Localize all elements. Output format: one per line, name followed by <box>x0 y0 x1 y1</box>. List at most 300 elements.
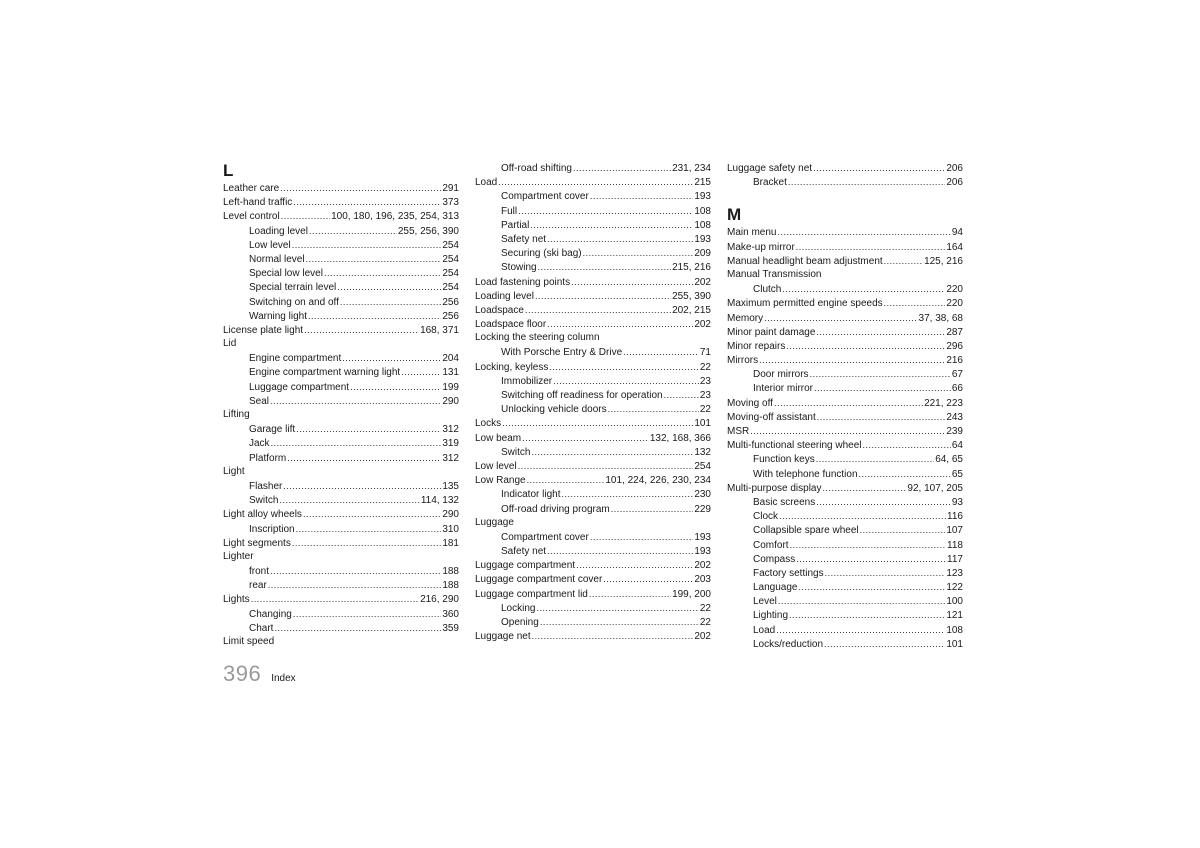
dot-leader <box>750 424 945 438</box>
dot-leader <box>281 209 330 223</box>
entry-page-ref: 199, 200 <box>672 588 711 600</box>
index-subentry <box>727 623 963 637</box>
dot-leader <box>547 544 693 558</box>
index-subentry <box>475 345 711 359</box>
dot-leader <box>547 232 693 246</box>
index-subentry <box>475 374 711 388</box>
entry-term: Limit speed <box>223 636 275 647</box>
entry-page-ref: 22 <box>699 404 711 416</box>
index-subentry <box>727 381 963 395</box>
entry-page-ref: 215, 216 <box>672 262 711 274</box>
index-subentry <box>727 282 963 296</box>
entry-page-ref: 206 <box>946 177 963 189</box>
index-entry <box>727 240 963 254</box>
index-subentry <box>727 552 963 566</box>
entry-page-ref: 23 <box>699 390 711 401</box>
entry-page-ref: 220 <box>946 284 963 296</box>
entry-page-ref: 319 <box>442 438 459 450</box>
index-entry <box>727 268 963 282</box>
entry-term: Load <box>475 177 498 189</box>
index-subentry <box>727 509 963 523</box>
entry-term: Switching off readiness for operation <box>501 390 663 401</box>
section-letter-heading: L <box>223 161 234 180</box>
index-entry <box>223 507 459 521</box>
index-entry <box>475 558 711 572</box>
dot-leader <box>540 615 699 629</box>
entry-page-ref: 290 <box>442 509 459 521</box>
entry-page-ref: 209 <box>694 248 711 260</box>
entry-page-ref: 206 <box>946 163 963 174</box>
entry-page-ref: 23 <box>699 375 711 387</box>
entry-page-ref: 231, 234 <box>672 163 711 174</box>
entry-page-ref: 108 <box>694 205 711 217</box>
dot-leader <box>863 438 951 452</box>
index-subentry <box>223 436 459 450</box>
index-subentry <box>475 502 711 516</box>
entry-term: Memory <box>727 312 764 324</box>
dot-leader <box>571 275 693 289</box>
dot-leader <box>799 580 946 594</box>
entry-term: Special low level <box>249 268 323 280</box>
entry-term: Loading level <box>475 290 534 302</box>
index-entry <box>475 459 711 473</box>
index-subentry <box>475 615 711 629</box>
dot-leader <box>778 594 945 608</box>
entry-page-ref: 215 <box>694 177 711 189</box>
dot-leader <box>553 374 699 388</box>
entry-term: Compartment cover <box>501 531 589 543</box>
page-footer <box>223 661 296 687</box>
index-subentry <box>223 380 459 394</box>
entry-page-ref: 216, 290 <box>420 594 459 606</box>
entry-term: Safety net <box>501 546 547 558</box>
entry-term: Multi-functional steering wheel <box>727 440 862 452</box>
index-subentry <box>223 252 459 266</box>
index-entry <box>223 465 459 479</box>
index-subentry <box>475 204 711 218</box>
entry-term: Luggage net <box>475 631 531 643</box>
dot-leader <box>603 572 693 586</box>
dot-leader <box>293 195 441 209</box>
entry-term: Low level <box>475 460 517 472</box>
entry-term: Opening <box>501 617 539 628</box>
entry-term: Stowing <box>501 262 537 274</box>
entry-term: Special terrain level <box>249 282 337 294</box>
dot-leader <box>590 530 694 544</box>
entry-page-ref: 22 <box>699 361 711 373</box>
index-subentry <box>727 566 963 580</box>
dot-leader <box>283 479 441 493</box>
dot-leader <box>271 436 442 450</box>
entry-term: Loadspace <box>475 304 524 316</box>
index-entry <box>727 161 963 175</box>
dot-leader <box>589 587 671 601</box>
dot-leader <box>825 566 946 580</box>
entry-term: Flasher <box>249 480 283 492</box>
index-entry <box>475 303 711 317</box>
index-subentry <box>475 161 711 175</box>
dot-leader <box>823 481 907 495</box>
index-entry <box>727 353 963 367</box>
dot-leader <box>350 380 441 394</box>
index-entry <box>475 629 711 643</box>
index-subentry <box>475 530 711 544</box>
entry-term: Factory settings <box>753 567 824 579</box>
dot-leader <box>502 416 693 430</box>
entry-term: Comfort <box>753 539 789 551</box>
index-subentry <box>727 637 963 651</box>
entry-page-ref: 255, 390 <box>672 290 711 302</box>
dot-leader <box>293 607 442 621</box>
entry-page-ref: 188 <box>442 580 459 592</box>
entry-term: Seal <box>249 395 270 407</box>
index-entry <box>223 181 459 195</box>
index-entry <box>475 516 711 530</box>
entry-page-ref: 22 <box>699 617 711 628</box>
entry-term: Load <box>753 624 776 636</box>
index-entry <box>727 325 963 339</box>
index-subentry <box>727 523 963 537</box>
dot-leader <box>279 493 419 507</box>
entry-page-ref: 199 <box>442 381 459 393</box>
dot-leader <box>790 538 946 552</box>
dot-leader <box>342 351 441 365</box>
entry-page-ref: 204 <box>442 353 459 365</box>
index-entry <box>475 587 711 601</box>
index-subentry <box>727 580 963 594</box>
entry-term: Switching on and off <box>249 296 339 308</box>
entry-term: Changing <box>249 608 292 620</box>
index-subentry <box>223 394 459 408</box>
index-column-1 <box>223 161 459 649</box>
dot-leader <box>576 558 693 572</box>
entry-term: rear <box>249 580 267 592</box>
entry-page-ref: 168, 371 <box>420 324 459 336</box>
entry-term: Locks/reduction <box>753 638 824 650</box>
entry-term: Lights <box>223 594 250 606</box>
dot-leader <box>536 601 698 615</box>
entry-page-ref: 101 <box>946 638 963 650</box>
entry-term: Locks <box>475 418 502 430</box>
dot-leader <box>527 473 605 487</box>
dot-leader <box>796 552 946 566</box>
entry-page-ref: 255, 256, 390 <box>397 225 459 237</box>
dot-leader <box>782 282 945 296</box>
dot-leader <box>859 467 951 481</box>
dot-leader <box>789 608 945 622</box>
entry-term: Interior mirror <box>753 383 814 395</box>
index-subentry <box>727 594 963 608</box>
entry-page-ref: 254 <box>442 268 459 280</box>
index-subentry <box>223 578 459 592</box>
entry-term: Platform <box>249 452 287 464</box>
index-entry <box>727 424 963 438</box>
entry-term: Safety net <box>501 233 547 245</box>
index-subentry <box>223 351 459 365</box>
dot-leader <box>274 621 441 635</box>
entry-page-ref: 94 <box>951 227 963 239</box>
dot-leader <box>776 623 945 637</box>
index-entry <box>223 209 459 223</box>
entry-page-ref: 312 <box>442 424 459 436</box>
entry-term: Switch <box>501 446 531 458</box>
index-subentry <box>223 238 459 252</box>
entry-page-ref: 93 <box>951 496 963 508</box>
index-entry <box>475 416 711 430</box>
entry-page-ref: 239 <box>946 426 963 437</box>
dot-leader <box>810 367 951 381</box>
dot-leader <box>860 523 946 537</box>
dot-leader <box>498 175 693 189</box>
dot-leader <box>525 303 671 317</box>
dot-leader <box>611 502 694 516</box>
dot-leader <box>340 295 441 309</box>
index-subentry <box>475 445 711 459</box>
index-subentry <box>223 295 459 309</box>
entry-term: Collapsible spare wheel <box>753 525 859 537</box>
entry-page-ref: 123 <box>946 567 963 579</box>
index-entry <box>223 550 459 564</box>
entry-page-ref: 37, 38, 68 <box>918 312 963 324</box>
dot-leader <box>884 296 946 310</box>
index-subentry <box>223 224 459 238</box>
entry-term: Moving off <box>727 397 773 409</box>
dot-leader <box>270 394 441 408</box>
entry-term: front <box>249 566 270 578</box>
entry-page-ref: 67 <box>951 369 963 381</box>
index-subentry <box>223 493 459 507</box>
entry-term: Engine compartment <box>249 353 342 365</box>
entry-term: Manual Transmission <box>727 268 822 280</box>
index-subentry <box>223 309 459 323</box>
index-subentry <box>223 607 459 621</box>
index-entry <box>727 254 963 268</box>
entry-page-ref: 181 <box>442 537 459 549</box>
index-entry <box>727 225 963 239</box>
dot-leader <box>306 252 442 266</box>
index-subentry <box>727 495 963 509</box>
entry-term: Low Range <box>475 475 526 487</box>
index-entry <box>475 175 711 189</box>
index-subentry <box>223 522 459 536</box>
index-subentry <box>223 365 459 379</box>
dot-leader <box>777 225 950 239</box>
dot-leader <box>583 246 694 260</box>
dot-leader <box>268 578 442 592</box>
index-entry <box>727 481 963 495</box>
entry-term: Loadspace floor <box>475 319 547 331</box>
dot-leader <box>530 218 693 232</box>
index-entry <box>223 408 459 422</box>
entry-page-ref: 100 <box>946 596 963 608</box>
entry-term: Minor repairs <box>727 340 786 352</box>
entry-term: License plate light <box>223 324 304 336</box>
dot-leader <box>296 422 441 436</box>
index-subentry <box>223 621 459 635</box>
index-subentry <box>475 246 711 260</box>
index-entry <box>223 592 459 606</box>
entry-page-ref: 117 <box>947 553 963 565</box>
index-entry <box>223 536 459 550</box>
entry-page-ref: 64 <box>951 440 963 452</box>
entry-term: Immobilizer <box>501 375 553 387</box>
entry-page-ref: 256 <box>442 310 459 322</box>
entry-term: Low level <box>249 239 291 251</box>
dot-leader <box>779 509 946 523</box>
entry-term: Engine compartment warning light <box>249 367 401 379</box>
entry-term: Manual headlight beam adjustment <box>727 255 883 267</box>
entry-term: Light alloy wheels <box>223 509 302 521</box>
dot-leader <box>549 360 699 374</box>
entry-term: Luggage <box>475 516 514 528</box>
index-entry <box>223 635 459 649</box>
entry-page-ref: 202 <box>694 276 711 288</box>
index-subentry <box>727 467 963 481</box>
entry-term: Language <box>753 582 798 594</box>
entry-term: Normal level <box>249 253 305 265</box>
dot-leader <box>788 175 945 189</box>
entry-page-ref: 65 <box>951 468 963 480</box>
entry-term: Locking <box>501 602 536 614</box>
dot-leader <box>401 365 441 379</box>
entry-term: Switch <box>249 495 279 507</box>
index-subentry <box>223 451 459 465</box>
entry-term: Luggage compartment <box>249 381 350 393</box>
dot-leader <box>664 388 699 402</box>
entry-term: Luggage compartment cover <box>475 574 603 586</box>
index-subentry <box>727 452 963 466</box>
dot-leader <box>817 410 946 424</box>
entry-page-ref: 193 <box>694 191 711 203</box>
entry-page-ref: 22 <box>699 602 711 614</box>
index-entry <box>727 396 963 410</box>
entry-page-ref: 291 <box>442 183 459 194</box>
entry-page-ref: 125, 216 <box>924 255 963 267</box>
index-subentry <box>475 260 711 274</box>
dot-leader <box>303 507 441 521</box>
entry-term: Door mirrors <box>753 369 809 381</box>
dot-leader <box>337 280 441 294</box>
entry-page-ref: 312 <box>442 452 459 464</box>
entry-page-ref: 202 <box>694 319 711 331</box>
entry-page-ref: 118 <box>947 539 963 551</box>
entry-page-ref: 107 <box>946 525 963 537</box>
index-subentry <box>727 538 963 552</box>
index-subentry <box>727 608 963 622</box>
dot-leader <box>608 402 699 416</box>
index-entry <box>223 195 459 209</box>
entry-page-ref: 256 <box>442 296 459 308</box>
dot-leader <box>531 445 693 459</box>
entry-page-ref: 254 <box>442 282 459 294</box>
entry-term: Warning light <box>249 310 307 322</box>
index-subentry <box>223 280 459 294</box>
entry-page-ref: 188 <box>442 566 459 578</box>
entry-page-ref: 203 <box>694 574 711 586</box>
entry-page-ref: 131 <box>442 367 459 379</box>
dot-leader <box>774 396 923 410</box>
entry-page-ref: 230 <box>694 489 711 501</box>
entry-page-ref: 101, 224, 226, 230, 234 <box>605 475 711 487</box>
dot-leader <box>814 381 951 395</box>
entry-page-ref: 135 <box>442 480 459 492</box>
index-subentry <box>223 422 459 436</box>
entry-term: Low beam <box>475 432 522 444</box>
entry-term: Clutch <box>753 284 782 296</box>
entry-term: Lid <box>223 338 237 350</box>
dot-leader <box>547 317 693 331</box>
section-label: Index <box>271 673 296 684</box>
entry-term: Mirrors <box>727 355 759 367</box>
entry-term: Left-hand traffic <box>223 197 293 209</box>
entry-term: Lighter <box>223 550 254 562</box>
entry-term: Bracket <box>753 177 787 189</box>
entry-page-ref: 114, 132 <box>420 495 459 507</box>
dot-leader <box>280 181 441 195</box>
entry-page-ref: 64, 65 <box>935 454 963 466</box>
entry-term: Maximum permitted engine speeds <box>727 298 883 310</box>
entry-term: Jack <box>249 438 270 450</box>
index-column-3 <box>727 161 963 651</box>
index-entry <box>475 317 711 331</box>
entry-term: Inscription <box>249 523 295 535</box>
entry-term: Unlocking vehicle doors <box>501 404 607 416</box>
entry-term: Lifting <box>223 409 250 420</box>
entry-term: Light <box>223 465 245 477</box>
dot-leader <box>813 161 945 175</box>
index-entry <box>727 410 963 424</box>
entry-page-ref: 100, 180, 196, 235, 254, 313 <box>331 211 459 223</box>
entry-term: Luggage compartment <box>475 560 576 572</box>
index-subentry <box>475 402 711 416</box>
entry-page-ref: 216 <box>946 355 963 367</box>
entry-term: Off-road driving program <box>501 503 610 515</box>
entry-term: MSR <box>727 426 750 437</box>
index-subentry <box>475 544 711 558</box>
entry-page-ref: 290 <box>442 395 459 407</box>
entry-page-ref: 122 <box>946 582 963 594</box>
index-entry <box>475 289 711 303</box>
index-column-2 <box>475 161 711 643</box>
entry-term: Securing (ski bag) <box>501 248 582 260</box>
index-entry <box>727 296 963 310</box>
index-subentry <box>223 564 459 578</box>
index-entry <box>475 431 711 445</box>
index-entry <box>223 337 459 351</box>
entry-term: Chart <box>249 622 274 634</box>
dot-leader <box>518 459 694 473</box>
entry-term: Partial <box>501 219 530 231</box>
dot-leader <box>623 345 699 359</box>
entry-term: Luggage compartment lid <box>475 588 588 600</box>
index-entry <box>223 323 459 337</box>
entry-page-ref: 229 <box>694 503 711 515</box>
entry-page-ref: 202, 215 <box>672 304 711 316</box>
index-entry <box>475 572 711 586</box>
entry-page-ref: 121 <box>946 610 963 622</box>
entry-term: Load fastening points <box>475 276 571 288</box>
entry-term: Make-up mirror <box>727 241 795 253</box>
index-subentry <box>727 367 963 381</box>
dot-leader <box>270 564 441 578</box>
entry-page-ref: 220 <box>946 298 963 310</box>
dot-leader <box>532 629 694 643</box>
entry-term: Luggage safety net <box>727 163 813 174</box>
entry-page-ref: 108 <box>694 219 711 231</box>
entry-page-ref: 360 <box>442 608 459 620</box>
entry-page-ref: 373 <box>442 197 459 209</box>
dot-leader <box>308 309 441 323</box>
